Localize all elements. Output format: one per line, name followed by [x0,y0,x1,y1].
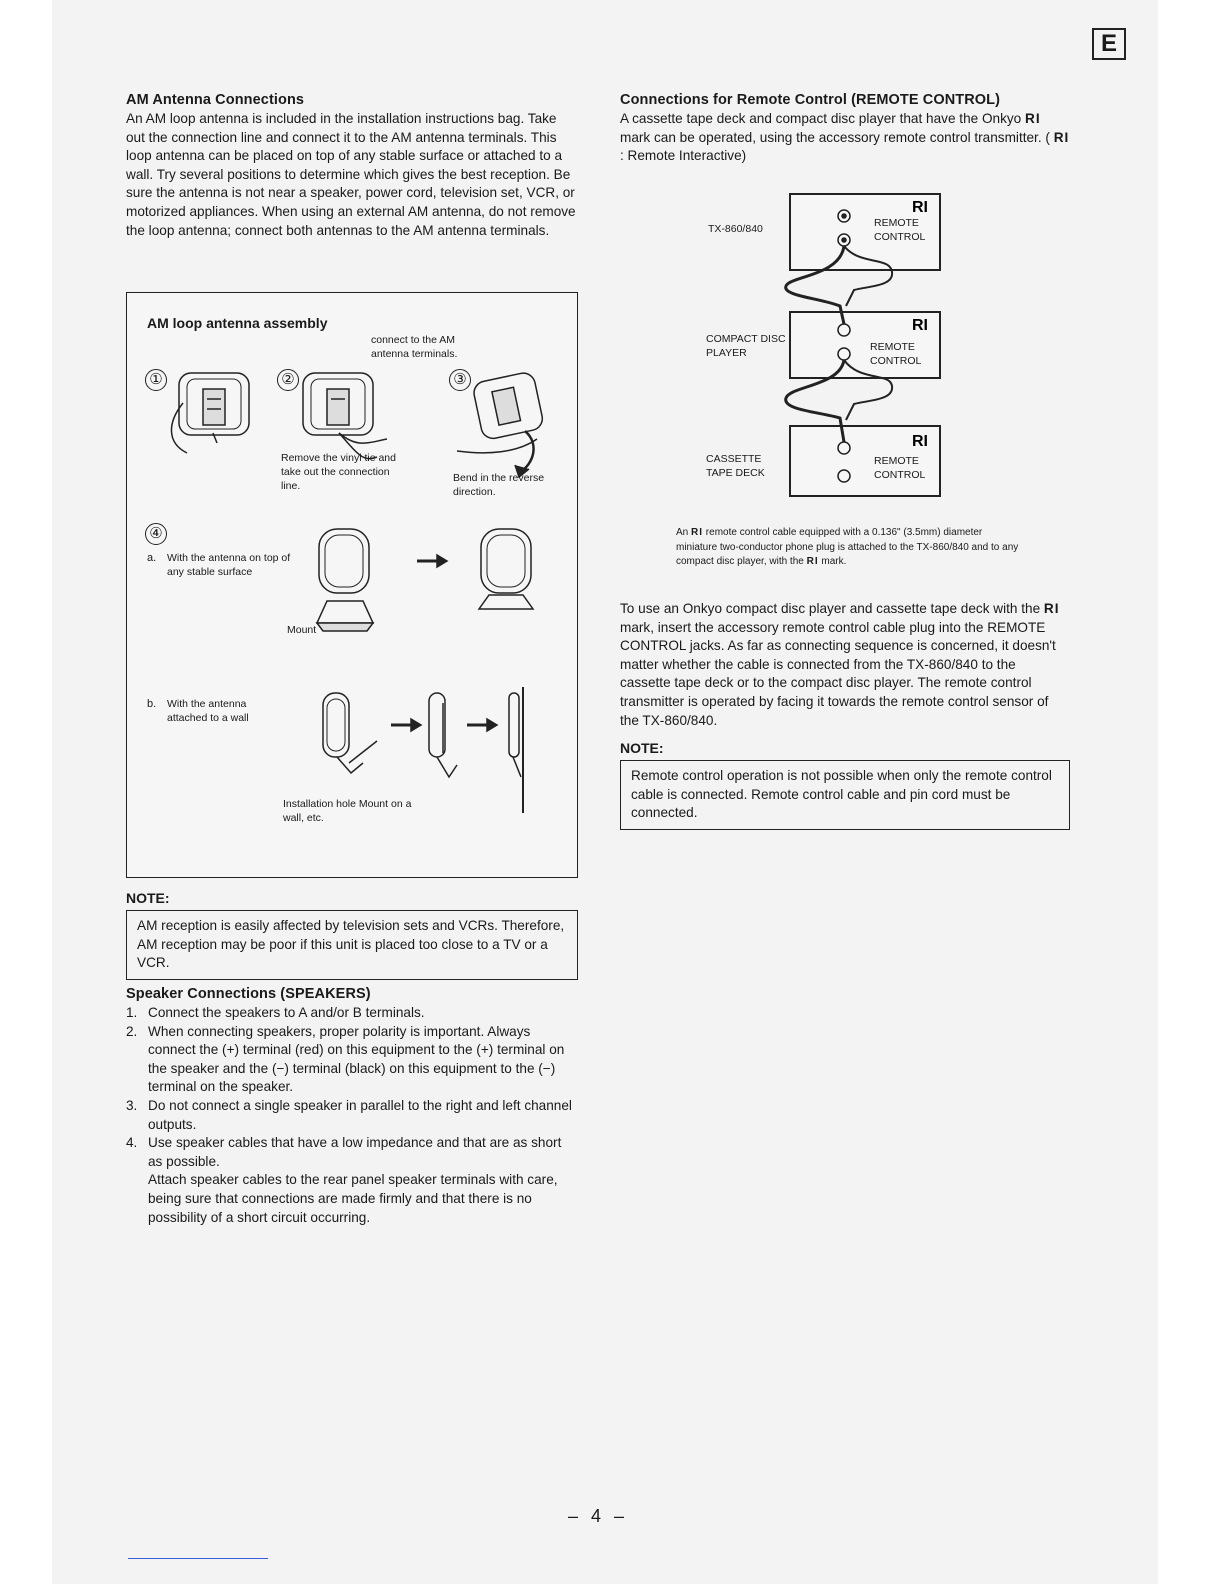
remote-note-heading: NOTE: [620,740,664,757]
step-2-marker: ② [277,369,299,391]
step-1-marker: ① [145,369,167,391]
page-number: – 4 – [568,1506,629,1526]
speaker-list [126,1004,578,1227]
ri-mark-icon: RI [912,317,928,334]
option-a-label: a. [147,552,157,564]
speaker-section [126,986,578,1227]
ri-mark-icon: RI [912,199,928,216]
figure-title: AM loop antenna assembly [147,315,328,331]
footer-rule [128,1558,268,1559]
mount-label: Mount [287,624,317,636]
am-antenna-figure [126,292,578,878]
am-antenna-heading: AM Antenna Connections [126,92,305,108]
cassette-label: CASSETTE TAPE DECK [706,453,765,479]
remote-figure-caption: An RI remote control cable equipped with a 0.136" (3.5mm) diameter miniature two-conductor phone plug is attached to the TX-860/840 and to any compact disc player, with the RI mark. [676,527,1019,567]
tx-jack-label: REMOTE CONTROL [874,217,926,243]
remote-body-section [620,600,1070,830]
ri-mark-icon: RI [1043,601,1060,616]
antenna-step4a-drawing [317,529,533,631]
section-badge: E [1092,28,1126,60]
step-3-marker: ③ [449,369,471,391]
ri-mark-icon: RI [691,527,704,538]
connect-label: connect to the AM antenna terminals. [371,334,458,360]
list-item: 2. When connecting speakers, proper polarity is important. Always connect the (+) terminal (red) on this equipment to the (+) terminal on the speaker and the (−) terminal (black) on this equipment to the (−) terminal on the speaker. [126,1023,565,1095]
ri-mark-icon: RI [1053,129,1070,145]
cd-jack-label: REMOTE CONTROL [870,341,922,367]
remote-heading: Connections for Remote Control (REMOTE CONTROL) [620,92,1001,108]
list-item: 1. Connect the speakers to A and/or B terminals. [126,1005,425,1020]
option-b-text: With the antenna attached to a wall [167,698,249,724]
list-item-continuation: Attach speaker cables to the rear panel speaker terminals with care, being sure that connections are made firmly and that there is no possibility of a short circuit occurring. [148,1172,558,1225]
remote-figure [640,186,1080,586]
am-note-box: AM reception is easily affected by television sets and VCRs. Therefore, AM reception may be poor if this unit is placed too close to a TV or a VCR. [126,910,578,980]
ri-mark-icon: RI [1025,111,1041,126]
step-4-marker: ④ [145,523,167,545]
am-antenna-body: An AM loop antenna is included in the installation instructions bag. Take out the connection line and connect it to the AM antenna terminals. This loop antenna can be placed on top of any stable surface or attached to a wall. Try several positions to determine which gives the best reception. Be sure the antenna is not near a speaker, power cord, television set, VCR, or motorized appliances. When using an external AM antenna, do not remove the loop antenna; connect both antennas to the AM antenna terminals. [126,111,576,238]
cassette-jack-label: REMOTE CONTROL [874,455,926,481]
cd-label: COMPACT DISC PLAYER [706,333,786,359]
am-note-section [126,880,578,980]
antenna-illustrations [127,293,577,877]
remote-body: To use an Onkyo compact disc player and cassette tape deck with the RI mark, insert the accessory remote control cable plug into the REMOTE CONTROL jacks. As far as connecting sequence is concerned, it doesn't matter whether the cable is connected from the TX-860/840 to the cassette tape deck or to the compact disc player. The remote control transmitter is operated by facing it towards the remote control sensor of the TX-860/840. [620,601,1060,728]
bend-label: Bend in the reverse direction. [453,472,545,498]
speaker-heading: Speaker Connections (SPEAKERS) [126,986,371,1002]
ri-mark-icon: RI [912,433,928,450]
option-a-text: With the antenna on top of any stable surface [167,552,291,578]
am-note-heading: NOTE: [126,890,170,906]
am-antenna-section [126,92,578,240]
remote-note-box: Remote control operation is not possible when only the remote control cable is connected. Remote control cable and pin cord must be connected. [620,760,1070,830]
remote-section [620,92,1070,166]
option-b-label: b. [147,698,157,710]
remove-tie-label: Remove the vinyl tie and take out the connection line. [281,452,396,492]
list-item: 4. Use speaker cables that have a low impedance and that are as short as possible. [126,1135,562,1169]
antenna-step3-drawing [457,371,545,477]
tx-label: TX-860/840 [708,223,763,235]
antenna-step1-drawing [171,373,249,453]
page-margin [1158,0,1224,1584]
antenna-step2-drawing [303,373,387,459]
remote-intro: A cassette tape deck and compact disc player that have the Onkyo RI mark can be operated, using the accessory remote control transmitter. ( RI : Remote Interactive) [620,111,1070,164]
installation-hole-label: Installation hole Mount on a wall, etc. [283,798,412,824]
list-item: 3. Do not connect a single speaker in parallel to the right and left channel outputs. [126,1097,572,1132]
ri-mark-icon: RI [806,556,819,567]
antenna-step4b-drawing [323,687,523,813]
